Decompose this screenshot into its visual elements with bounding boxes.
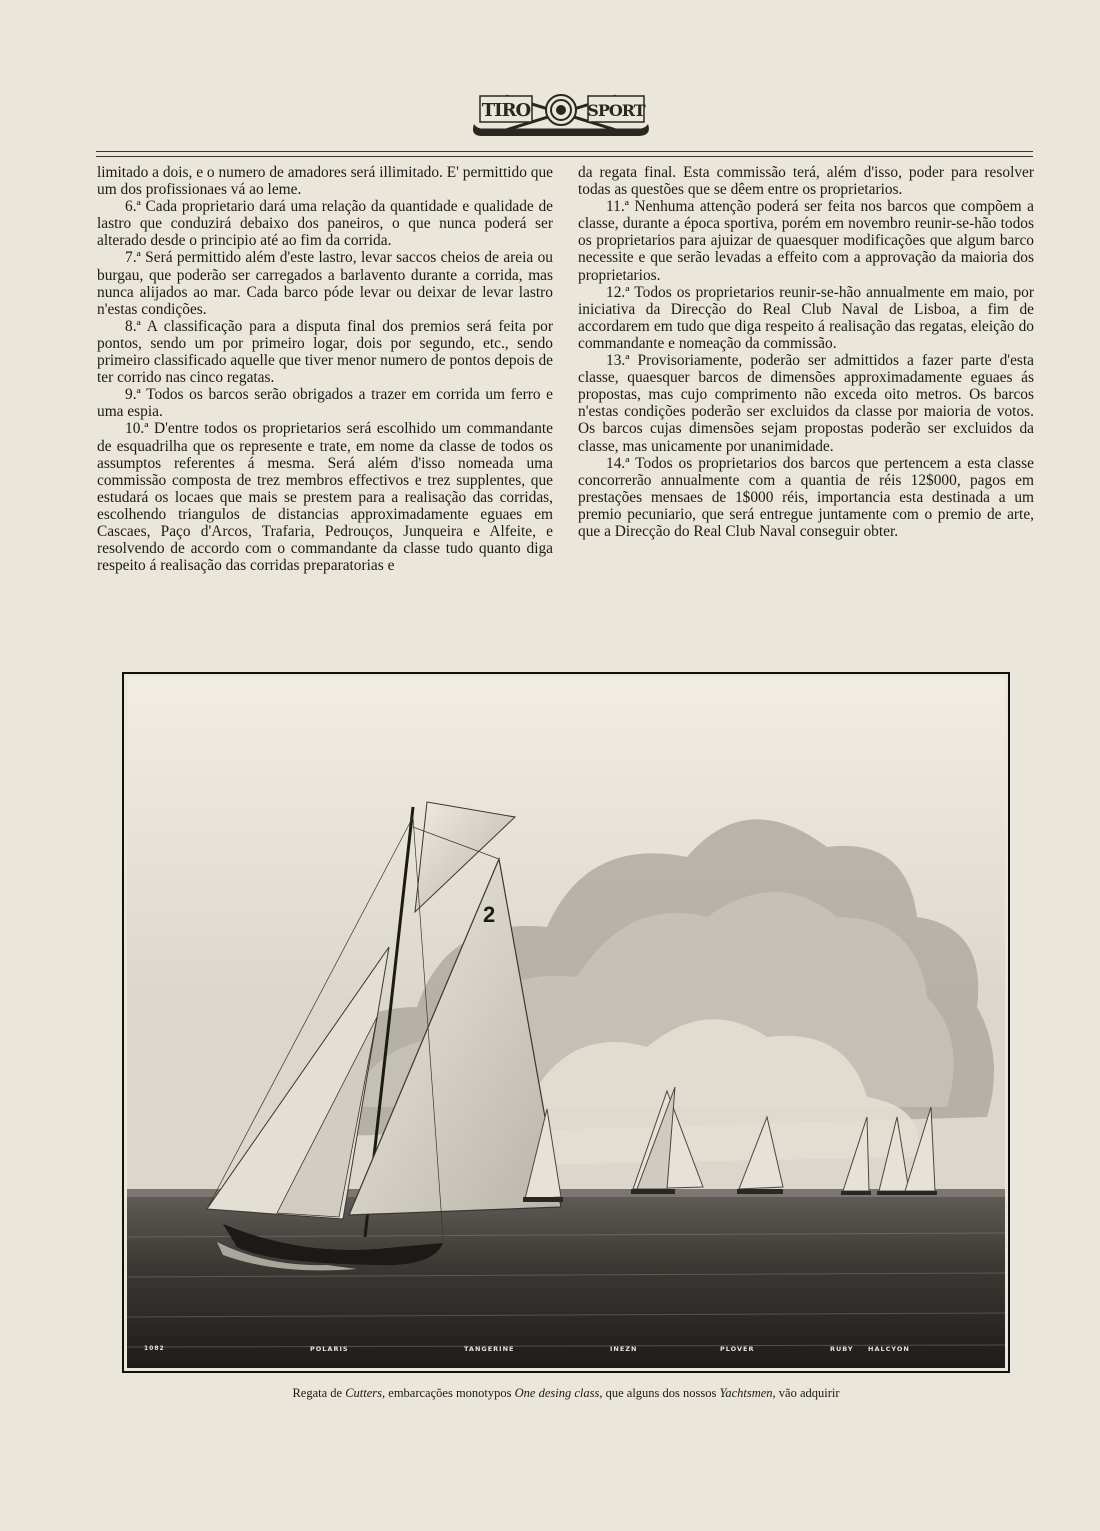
photo-corner-mark: 1082	[144, 1345, 165, 1352]
caption-italic: Yachtsmen	[719, 1386, 773, 1400]
paragraph: 8.ª A classificação para a disputa final dos premios será feita por pontos, sendo um por primeiro logar, dois por segundo, etc., sendo primeiro classificado aquelle que tiver menor numero de pontos depois de ter corrido nas cinco regatas.	[97, 317, 553, 387]
text-column-right	[578, 164, 1034, 540]
masthead-logo	[466, 84, 656, 142]
paragraph: 6.ª Cada proprietario dará uma relação da quantidade e qualidade de lastro que conduzirá debaixo dos paneiros, o que nunca poderá ser alterado desde o principio até ao fim da corrida.	[97, 198, 553, 250]
paragraph: 12.ª Todos os proprietarios reunir-se-hão annualmente em maio, por iniciativa da Direcção do Real Club Naval de Lisboa, a fim de accordarem em tudo que diga respeito á realisação das regatas, eleição do commandante e nomeação da commissão.	[578, 283, 1034, 352]
paragraph: 9.ª Todos os barcos serão obrigados a trazer em corrida um ferro e uma espia.	[97, 386, 553, 421]
caption-text: , vão adquirir	[772, 1386, 840, 1400]
paragraph: 7.ª Será permittido além d'este lastro, levar saccos cheios de areia ou burgau, que poderão ser carregados a barlavento durante a corrida, mas nunca alijados ao mar. Cada barco póde levar ou deixar de levar lastro n'estas condições.	[97, 249, 553, 318]
regatta-photo	[122, 672, 1010, 1373]
boat-label: TANGERINE	[464, 1345, 515, 1353]
caption-text: Regata de	[292, 1386, 346, 1400]
caption-italic: Cutters	[345, 1386, 383, 1400]
paragraph: 10.ª D'entre todos os proprietarios será escolhido um commandante de esquadrilha que os represente e trate, em nome da classe de todos os assumptos referentes á mesma. Será além d'isso nomeada uma commissão composta de trez membros effectivos e trez supplentes, que estudará os locaes que mais se prestem para a realisação das corridas, escolhendo triangulos de distancias approximadamente eguaes em Cascaes, Paço d'Arcos, Trafaria, Pedrouços, Junqueira e Alfeite, e resolvendo de accordo com o commandante da classe tudo quanto diga respeito á realisação das corridas preparatorias e	[97, 420, 553, 575]
boat-label: PLOVER	[720, 1345, 755, 1353]
header-rule	[96, 151, 1033, 157]
boat-label: POLARIS	[310, 1345, 349, 1353]
caption-text: , embarcações monotypos	[382, 1386, 515, 1400]
sail-number: 2	[483, 902, 496, 927]
paragraph: da regata final. Esta commissão terá, além d'isso, poder para resolver todas as questões que se dêem entre os proprietarios.	[578, 164, 1034, 199]
boat-label: INEZN	[610, 1345, 638, 1353]
photo-caption	[122, 1386, 1010, 1401]
boat-label: RUBY	[830, 1345, 854, 1353]
svg-text:TIRO: TIRO	[481, 100, 531, 121]
paragraph: 13.ª Provisoriamente, poderão ser admittidos a fazer parte d'esta classe, quaesquer barcos de dimensões approximadamente eguaes ás propostas, mas cujo comprimento não exceda oito metros. Os barcos n'estas condições poderão ser excluidos da classe por maioria de votos. Os barcos cujas dimensões sejam propostas poderão ser excluidos da classe, mas unicamente por unanimidade.	[578, 352, 1034, 455]
paragraph: 11.ª Nenhuma attenção poderá ser feita nos barcos que compõem a classe, durante a época sportiva, porém em novembro reunir-se-hão todos os proprietarios para ajuizar de quaesquer modificações que algum barco necessite e que serão levadas a effeito com a approvação da maioria dos proprietarios.	[578, 198, 1034, 284]
paragraph: limitado a dois, e o numero de amadores será illimitado. E' permittido que um dos profissionaes vá ao leme.	[97, 164, 553, 199]
caption-text: , que alguns dos nossos	[599, 1386, 720, 1400]
text-column-left	[97, 164, 553, 574]
caption-italic: One desing class	[514, 1386, 600, 1400]
boat-label: HALCYON	[868, 1345, 910, 1353]
paragraph: 14.ª Todos os proprietarios dos barcos que pertencem a esta classe concorrerão annualmente com a quantia de réis 12$000, pagos em prestações mensaes de 1$000 réis, importancia esta destinada a um premio pecuniario, que será entregue juntamente com o premio de arte, que a Direcção do Real Club Naval conseguir obter.	[578, 454, 1034, 540]
svg-text:SPORT: SPORT	[587, 101, 645, 120]
sailboats-illustration	[127, 677, 1005, 1368]
